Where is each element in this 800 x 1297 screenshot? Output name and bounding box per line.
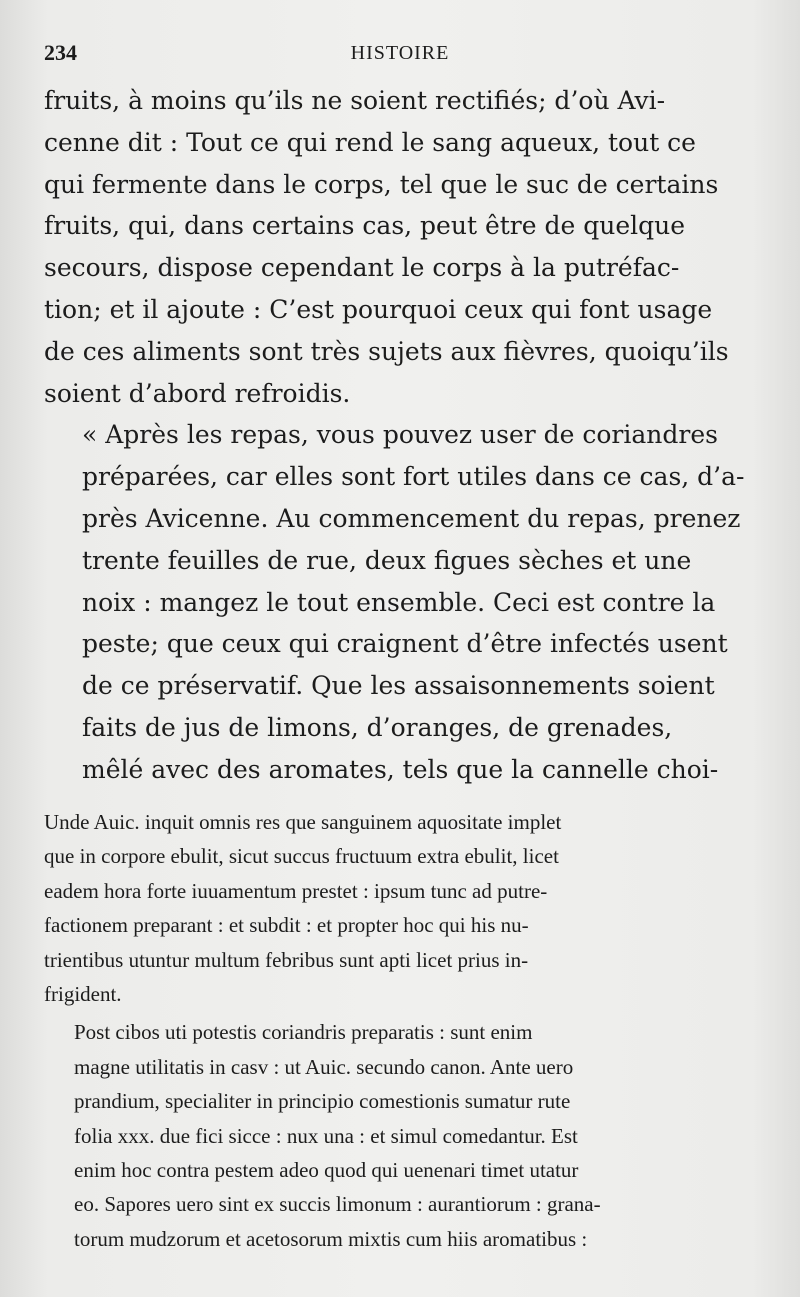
text-line: magne utilitatis in casv : ut Auic. secundo canon. Ante uero xyxy=(74,1054,574,1079)
latin-footnote-text xyxy=(44,805,756,1256)
text-line: trente feuilles de rue, deux figues sèches et une xyxy=(82,545,692,575)
latin-paragraph-2 xyxy=(44,1015,756,1256)
french-paragraph-2 xyxy=(44,414,756,790)
text-line: secours, dispose cependant le corps à la putréfac- xyxy=(44,253,680,283)
text-line: fruits, qui, dans certains cas, peut être de quelque xyxy=(44,211,686,241)
text-line: mêlé avec des aromates, tels que la cannelle choi- xyxy=(82,754,719,784)
text-line: enim hoc contra pestem adeo quod qui uenenari timet utatur xyxy=(74,1158,579,1183)
text-line: torum mudzorum et acetosorum mixtis cum hiis aromatibus : xyxy=(74,1226,588,1251)
latin-paragraph-1 xyxy=(44,805,756,1011)
text-line: « Après les repas, vous pouvez user de coriandres xyxy=(82,420,718,450)
text-line: Post cibos uti potestis coriandris preparatis : sunt enim xyxy=(74,1020,533,1045)
text-line: de ce préservatif. Que les assaisonnements soient xyxy=(82,671,715,701)
text-line: qui fermente dans le corps, tel que le suc de certains xyxy=(44,169,719,199)
text-line: préparées, car elles sont fort utiles dans ce cas, d’a- xyxy=(82,462,745,492)
text-line: faits de jus de limons, d’oranges, de grenades, xyxy=(82,712,673,742)
text-line: fruits, à moins qu’ils ne soient rectifiés; d’où Avi- xyxy=(44,86,666,115)
text-line: eo. Sapores uero sint ex succis limonum : aurantiorum : grana- xyxy=(74,1192,601,1217)
page-header xyxy=(44,40,756,70)
french-paragraph-1 xyxy=(44,80,756,414)
text-line: que in corpore ebulit, sicut succus fructuum extra ebulit, licet xyxy=(44,844,559,869)
french-text xyxy=(44,80,756,791)
text-line: folia xxx. due fici sicce : nux una : et simul comedantur. Est xyxy=(74,1123,578,1148)
text-line: tion; et il ajoute : C’est pourquoi ceux qui font usage xyxy=(44,294,713,324)
text-line: soient d’abord refroidis. xyxy=(44,378,351,408)
text-line: de ces aliments sont très sujets aux fièvres, quoiqu’ils xyxy=(44,336,729,366)
text-line: cenne dit : Tout ce qui rend le sang aqueux, tout ce xyxy=(44,127,696,157)
running-title: HISTOIRE xyxy=(350,42,450,64)
page-number: 234 xyxy=(44,40,77,65)
text-line: eadem hora forte iuuamentum prestet : ipsum tunc ad putre- xyxy=(44,878,548,903)
text-line: Unde Auic. inquit omnis res que sanguinem aquositate implet xyxy=(44,810,562,834)
text-line: trientibus utuntur multum febribus sunt apti licet prius in- xyxy=(44,947,529,972)
text-line: peste; que ceux qui craignent d’être infectés usent xyxy=(82,629,728,659)
text-line: noix : mangez le tout ensemble. Ceci est contre la xyxy=(82,587,716,617)
text-line: prandium, specialiter in principio comestionis sumatur rute xyxy=(74,1089,571,1114)
text-line: factionem preparant : et subdit : et propter hoc qui his nu- xyxy=(44,913,529,938)
text-line: frigident. xyxy=(44,982,122,1007)
text-line: près Avicenne. Au commencement du repas, prenez xyxy=(82,503,741,533)
